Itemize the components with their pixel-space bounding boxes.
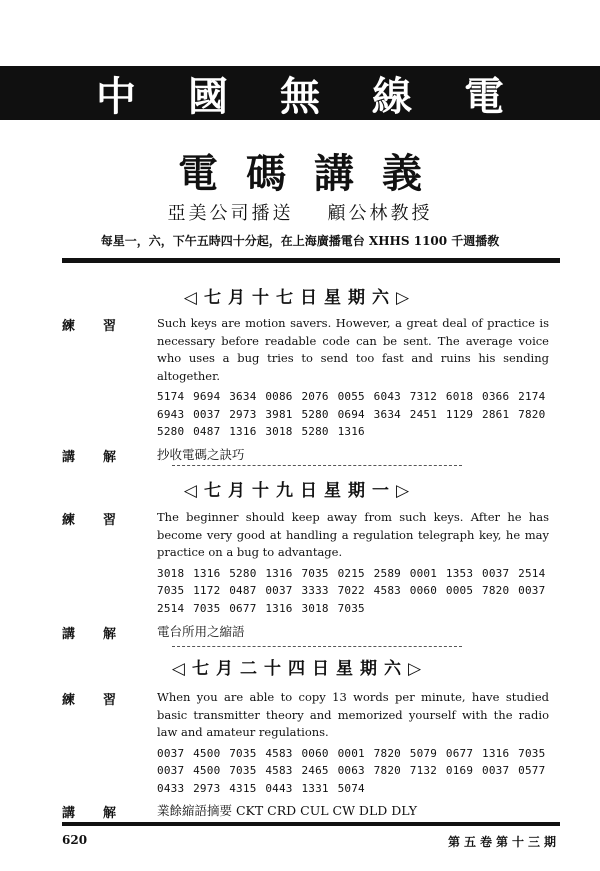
explain-text: 業餘縮語摘要 CKT CRD CUL CW DLD DLY: [157, 803, 418, 818]
explain-text: 電台所用之縮語: [157, 624, 245, 639]
code-groups: 5174 9694 3634 0086 2076 0055 6043 7312 6018 0366 2174 6943 0037 2973 3981 5280 0694 3634 2451 1129 2861 7820 5280 0487 1316 3018 5280 1316: [157, 390, 546, 438]
practice-text: The beginner should keep away from such keys. After he has become very good at handling a regulation telegraph key, he may practice on a bug to advantage.: [157, 510, 549, 559]
lesson-date: ◁七月二十四日星期六▷: [171, 659, 429, 679]
explain-row: [0, 623, 600, 641]
practice-row: [0, 509, 600, 617]
practice-label: 練習: [62, 693, 145, 708]
masthead-banner: [0, 66, 600, 120]
explain-label: 講解: [62, 806, 145, 821]
broadcast-schedule: 每星一，六，下午五時四十分起，在上海廣播電台 XHHS 1100 千週播敎: [100, 234, 500, 248]
code-groups: 3018 1316 5280 1316 7035 0215 2589 0001 1353 0037 2514 7035 1172 0487 0037 3333 7022 4583 0060 0005 7820 0037 2514 7035 0677 1316 3018 7035: [157, 566, 546, 615]
section-divider: [172, 646, 462, 647]
code-groups: 0037 4500 7035 4583 0060 0001 7820 5079 0677 1316 7035 0037 4500 7035 4583 2465 0063 7820 7132 0169 0037 0577 0433 2973 4315 0443 1331 5074: [157, 746, 546, 795]
practice-text: When you are able to copy 13 words per minute, have studied basic transmitter theory and memorized yourself with the radio law and amateur regulations.: [157, 690, 549, 739]
lesson-section: [0, 656, 600, 820]
page-number: 620: [62, 833, 88, 847]
explain-row: [0, 802, 600, 820]
practice-label: 練習: [62, 513, 145, 528]
article-title: 電碼講義: [178, 150, 450, 197]
practice-label: 練習: [62, 319, 145, 334]
byline: [0, 199, 600, 225]
practice-row: [0, 689, 600, 797]
explain-label: 講解: [62, 627, 145, 642]
masthead-title: 中國無線電: [96, 72, 556, 120]
broadcaster: 亞美公司播送: [167, 203, 294, 224]
lesson-section: [0, 285, 600, 463]
explain-text: 抄收電碼之訣巧: [157, 446, 245, 462]
footer-rule: [62, 822, 560, 826]
practice-row: [0, 315, 600, 441]
lesson-section: [0, 478, 600, 641]
lesson-date: ◁七月十九日星期一▷: [183, 481, 417, 501]
explain-row: [0, 446, 600, 464]
practice-text: Such keys are motion savers. However, a great deal of practice is necessary before readable code can be sent. The average voice who uses a bug tries to send too fast and ruins his sending altogether.: [157, 316, 549, 383]
page-footer: [62, 833, 560, 850]
instructor: 顧公林教授: [327, 203, 433, 224]
explain-label: 講解: [62, 449, 145, 465]
lesson-date: ◁七月十七日星期六▷: [183, 288, 417, 308]
header-rule: [62, 258, 560, 263]
section-divider: [172, 465, 462, 466]
issue-label: 第五卷第十三期: [447, 835, 560, 849]
